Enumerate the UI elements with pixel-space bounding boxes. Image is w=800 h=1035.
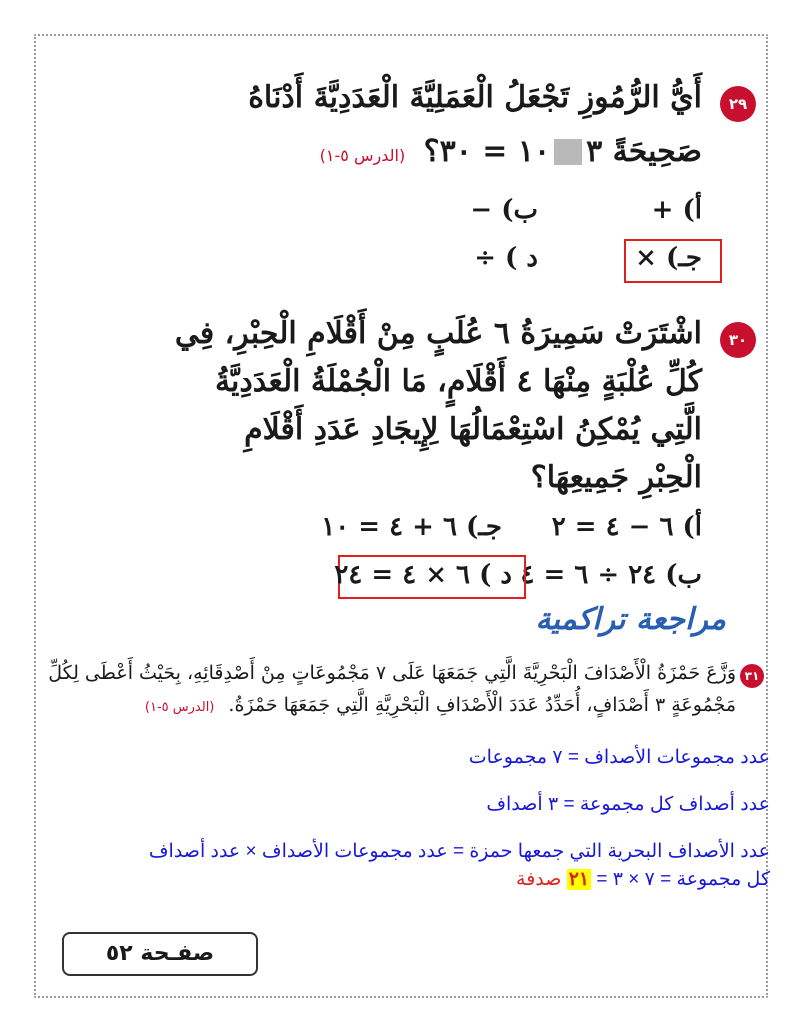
q29-option-b[interactable]: ب) −: [470, 195, 538, 225]
solution-line-2: عدد أصداف كل مجموعة = ٣ أصداف: [486, 794, 770, 815]
question-30-line-1: اشْتَرَتْ سَمِيرَةُ ٦ عُلَبٍ مِنْ أَقْلَامِ الْحِبْرِ، فِي: [174, 316, 702, 351]
q30-option-d[interactable]: د ) ٦ × ٤ = ٢٤: [334, 560, 512, 590]
solution-equation: كل مجموعة = ٧ × ٣ =: [591, 869, 770, 890]
lesson-reference: (الدرس ٥-١): [319, 146, 406, 165]
q29-option-d[interactable]: د ) ÷: [474, 243, 538, 273]
question-30-number: ٣٠: [720, 322, 756, 358]
q31-lesson-reference: (الدرس ٥-١): [144, 700, 215, 715]
question-31-text: مَجْمُوعَةٍ ٣ أَصْدَافٍ، أُحَدِّدُ عَدَدَ الْأَصْدَافِ الْبَحْرِيَّةِ الَّتِي جَمَعَهَا حَمْزَةُ.: [228, 694, 736, 716]
solution-unit: صدفة: [516, 869, 562, 890]
q30-option-b[interactable]: ب) ٢٤ ÷ ٦ = ٤: [520, 560, 702, 590]
question-30-line-4: الْحِبْرِ جَمِيعِهَا؟: [530, 460, 702, 495]
q30-option-c[interactable]: جـ) ٦ + ٤ = ١٠: [321, 512, 502, 542]
question-29-number: ٢٩: [720, 86, 756, 122]
question-29-line-2: [320, 134, 702, 169]
question-31-line-2: [145, 694, 736, 716]
solution-line-4: [516, 868, 770, 891]
section-title: مراجعة تراكمية: [535, 602, 726, 637]
q29-option-a[interactable]: أ) +: [651, 195, 702, 225]
question-30-line-3: الَّتِي يُمْكِنُ اسْتِعْمَالُهَا لِإِيجَادِ عَدَدِ أَقْلَامِ: [244, 412, 702, 447]
question-31-number: ٣١: [740, 664, 764, 688]
question-31-line-1: وَزَّعَ حَمْزَةُ الْأَصْدَافَ الْبَحْرِيَّةَ الَّتِي جَمَعَهَا عَلَى ٧ مَجْمُوعَاتٍ مِنْ أَصْدِقَائِهِ، بِحَيْثُ أَعْطَى لِكُلِّ: [48, 662, 736, 684]
solution-answer: ٢١: [568, 869, 590, 890]
q30-option-a[interactable]: أ) ٦ − ٤ = ٢: [551, 512, 702, 542]
equation-right: ١٠ = ٣٠؟: [423, 134, 551, 169]
question-29-line-1: أَيُّ الرُّمُوزِ تَجْعَلُ الْعَمَلِيَّةَ الْعَدَدِيَّةَ أَدْنَاهُ: [248, 80, 702, 115]
solution-line-1: عدد مجموعات الأصداف = ٧ مجموعات: [468, 747, 770, 768]
solution-line-3: عدد الأصداف البحرية التي جمعها حمزة = عدد مجموعات الأصداف × عدد أصداف: [148, 841, 770, 862]
blank-box: [554, 139, 582, 165]
q29-option-c[interactable]: جـ) ×: [635, 243, 702, 273]
question-29-word: صَحِيحَةً: [612, 134, 702, 169]
question-30-line-2: كُلِّ عُلْبَةٍ مِنْهَا ٤ أَقْلَامٍ، مَا الْجُمْلَةُ الْعَدَدِيَّةُ: [214, 364, 702, 399]
equation-left: ٣: [586, 134, 603, 169]
page-number-label: صفـحة ٥٢: [62, 932, 258, 976]
